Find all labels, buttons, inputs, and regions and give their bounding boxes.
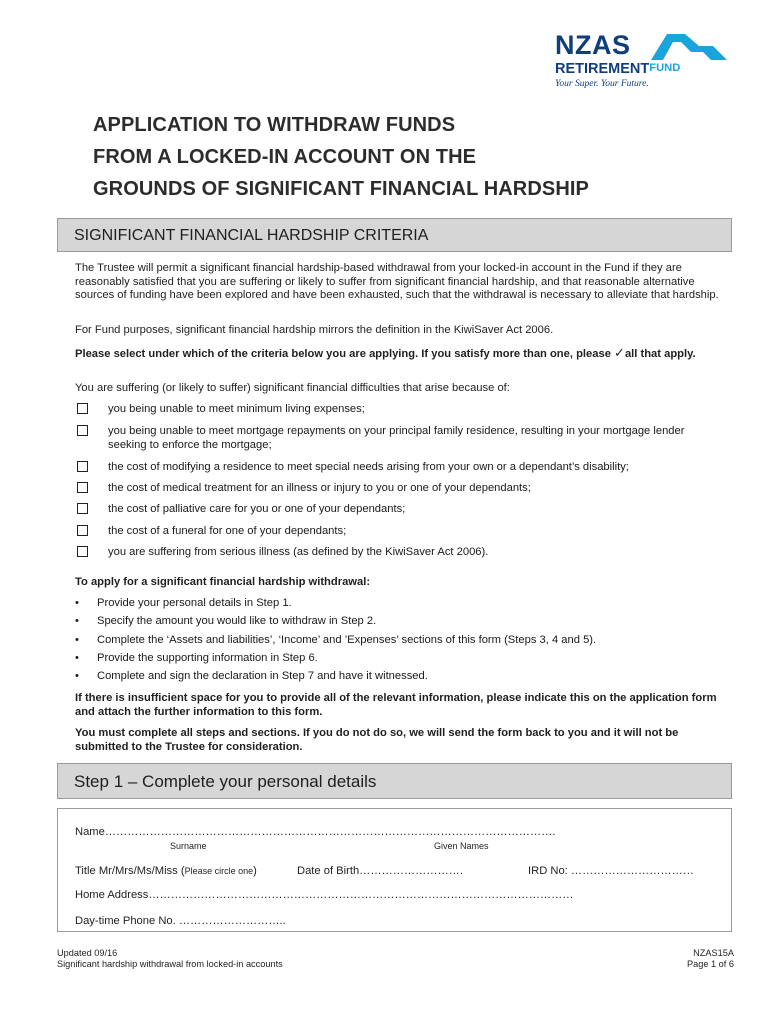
- date-of-birth-field[interactable]: Date of Birth……………………….: [297, 865, 463, 877]
- logo-name: NZAS: [555, 30, 631, 60]
- criteria-select-instruction: Please select under which of the criteria below you are applying. If you satisfy more than one, please ✓all that apply.: [75, 346, 696, 361]
- checkbox[interactable]: [77, 525, 88, 536]
- phone-field[interactable]: Day-time Phone No. ………………………..: [75, 915, 286, 927]
- footer-left: [57, 948, 283, 970]
- ird-number-field[interactable]: IRD No: ……………………………: [528, 865, 694, 877]
- mountain-logo-icon: [651, 32, 729, 62]
- checkbox[interactable]: [77, 503, 88, 514]
- bullet: •: [75, 652, 79, 664]
- step1-heading: Step 1 – Complete your personal details: [57, 763, 732, 799]
- criteria-heading: SIGNIFICANT FINANCIAL HARDSHIP CRITERIA: [57, 218, 732, 252]
- option-label: the cost of a funeral for one of your dependants;: [108, 525, 347, 537]
- footer-updated: Updated 09/16: [57, 948, 118, 958]
- option-label: you are suffering from serious illness (as defined by the KiwiSaver Act 2006).: [108, 546, 489, 558]
- bullet: •: [75, 597, 79, 609]
- checkmark-icon: ✓: [614, 346, 625, 361]
- nzas-logo: [555, 30, 730, 92]
- checkbox[interactable]: [77, 482, 88, 493]
- given-names-label: Given Names: [434, 841, 489, 851]
- bullet: •: [75, 670, 79, 682]
- checkbox[interactable]: [77, 425, 88, 436]
- bullet: •: [75, 615, 79, 627]
- criteria-intro: The Trustee will permit a significant financial hardship-based withdrawal from your locked-in account in the Fund if they are reasonably satisfied that you are suffering or likely to suffer from significant financial hardship, and that reasonable alternative sources of funding have been explored and have been exhausted, such that the withdrawal is necessary to alleviate that hardship.: [75, 262, 719, 301]
- option-label: the cost of modifying a residence to meet special needs arising from your own or a dependant’s disability;: [108, 461, 629, 473]
- option-label: you being unable to meet mortgage repayments on your principal family residence, resulting in your mortgage lender seeking to enforce the mortgage;: [108, 425, 685, 451]
- title-line: FROM A LOCKED-IN ACCOUNT ON THE: [93, 146, 477, 168]
- list-item-text: Provide your personal details in Step 1.: [97, 597, 292, 609]
- page-number: Page 1 of 6: [687, 959, 734, 969]
- logo-tagline: Your Super. Your Future.: [555, 79, 649, 89]
- criteria-definition: For Fund purposes, significant financial hardship mirrors the definition in the KiwiSaver Act 2006.: [75, 324, 554, 336]
- title-line: APPLICATION TO WITHDRAW FUNDS: [93, 114, 456, 136]
- checkbox[interactable]: [77, 546, 88, 557]
- home-address-field[interactable]: Home Address……………………………………………………………………………………………………: [75, 889, 574, 901]
- page-title: [93, 109, 713, 205]
- checkbox[interactable]: [77, 461, 88, 472]
- logo-retirement-fund: RETIREMENT FUND: [555, 61, 681, 77]
- name-field[interactable]: Name………………………………………………………………………………………………………….: [75, 826, 556, 838]
- list-item-text: Complete and sign the declaration in Step 7 and have it witnessed.: [97, 670, 428, 682]
- title-line: GROUNDS OF SIGNIFICANT FINANCIAL HARDSHIP: [93, 178, 589, 200]
- option-label: the cost of palliative care for you or one of your dependants;: [108, 503, 406, 515]
- apply-note-complete: You must complete all steps and sections. If you do not do so, we will send the form back to you and it will not be submitted to the Trustee for consideration.: [75, 727, 679, 753]
- apply-heading: To apply for a significant financial hardship withdrawal:: [75, 576, 371, 588]
- option-label: you being unable to meet minimum living expenses;: [108, 403, 365, 415]
- checkbox[interactable]: [77, 403, 88, 414]
- list-item-text: Specify the amount you would like to withdraw in Step 2.: [97, 615, 377, 627]
- footer-subtitle: Significant hardship withdrawal from locked-in accounts: [57, 959, 283, 969]
- footer-right: [687, 948, 734, 970]
- personal-details-form: [57, 808, 732, 932]
- list-item-text: Provide the supporting information in Step 6.: [97, 652, 318, 664]
- option-label: the cost of medical treatment for an illness or injury to you or one of your dependants;: [108, 482, 531, 494]
- criteria-suffering: You are suffering (or likely to suffer) significant financial difficulties that arise because of:: [75, 382, 510, 394]
- bullet: •: [75, 634, 79, 646]
- apply-note-space: If there is insufficient space for you to provide all of the relevant information, please indicate this on the application form and attach the further information to this form.: [75, 692, 717, 718]
- surname-label: Surname: [170, 841, 207, 851]
- list-item-text: Complete the ‘Assets and liabilities’, ‘Income’ and ’Expenses’ sections of this form (Steps 3, 4 and 5).: [97, 634, 597, 646]
- title-field[interactable]: Title Mr/Mrs/Ms/Miss (Please circle one): [75, 865, 257, 877]
- footer-code: NZAS15A: [693, 948, 734, 958]
